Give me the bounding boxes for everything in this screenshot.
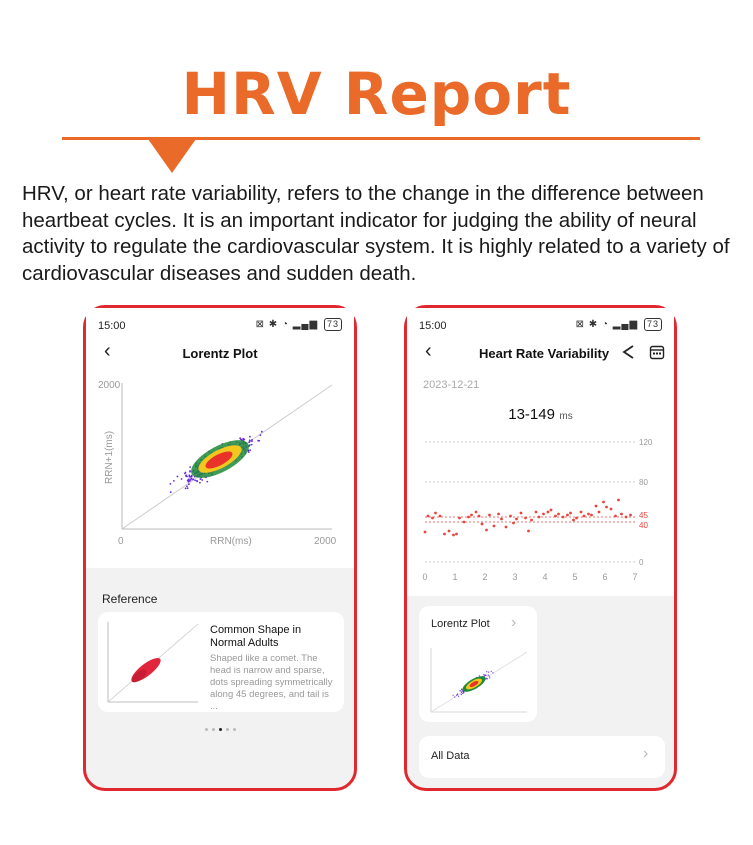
hrv-point (583, 515, 586, 518)
share-icon[interactable] (621, 344, 637, 360)
lorentz-dot (185, 474, 187, 476)
hrv-point (530, 519, 533, 522)
reference-card-desc: Shaped like a comet. The head is narrow and sparse, dots spreading symmetrically along 45 degrees, and tail is ... (210, 653, 333, 712)
lorentz-dot (181, 478, 183, 480)
x-tick-label: 2 (482, 572, 488, 582)
lorentz-thumb-dot (479, 675, 480, 676)
lorentz-thumb-dot (458, 696, 459, 697)
lorentz-dot (186, 485, 188, 487)
lorentz-thumb-dot (486, 671, 487, 672)
status-icons (576, 318, 662, 331)
hrv-point (427, 515, 430, 518)
hrv-point (493, 525, 496, 528)
hrv-point (478, 515, 481, 518)
lorentz-dot (261, 431, 263, 433)
reference-line-label: 0 (639, 558, 644, 567)
signal-icons: ⊠ ✱ ◔ ▂▄▆ (575, 319, 639, 330)
hrv-point (439, 515, 442, 518)
hrv-point (481, 523, 484, 526)
lorentz-thumb-dot (489, 677, 490, 678)
lorentz-dot (187, 487, 189, 489)
hrv-point (452, 534, 455, 537)
hrv-point (535, 511, 538, 514)
lorentz-dot (170, 483, 172, 485)
hrv-point (538, 516, 541, 519)
chevron-right-icon: › (643, 745, 649, 762)
reference-heading: Reference (102, 592, 158, 606)
battery-icon: 73 (324, 318, 342, 331)
lorentz-dot (258, 440, 260, 442)
chevron-right-icon: › (511, 614, 517, 631)
hrv-point (569, 512, 572, 515)
hrv-point (614, 515, 617, 518)
all-data-row[interactable] (419, 736, 665, 778)
hrv-point (463, 521, 466, 524)
lorentz-dot (185, 487, 187, 489)
status-time: 15:00 (419, 320, 447, 332)
hrv-point (500, 518, 503, 521)
lorentz-thumb-dot (492, 672, 493, 673)
left-phone-screenshot (83, 305, 357, 791)
plot-x-label: RRN(ms) (210, 536, 252, 547)
carousel-pager[interactable] (86, 718, 354, 736)
lorentz-dot (170, 491, 172, 493)
reference-card[interactable] (98, 612, 344, 712)
hrv-point (424, 531, 427, 534)
hrv-point (485, 529, 488, 532)
reference-line-label: 80 (639, 478, 648, 487)
lorentz-dot (188, 483, 190, 485)
report-date: 2023-12-21 (423, 379, 480, 391)
hrv-point (497, 513, 500, 516)
hrv-point (598, 511, 601, 514)
lorentz-plot (122, 383, 336, 533)
lorentz-dot (188, 478, 190, 480)
calendar-icon[interactable] (649, 344, 665, 360)
pointer-triangle (148, 139, 196, 173)
lorentz-dot (189, 471, 191, 473)
hrv-scatter-chart (417, 434, 673, 590)
page-title: HRV Report (181, 60, 572, 128)
lorentz-thumb-dot (461, 689, 462, 690)
hrv-point (557, 513, 560, 516)
lorentz-dot (251, 444, 253, 446)
hrv-point (524, 517, 527, 520)
lorentz-dot (177, 476, 179, 478)
hrv-point (527, 530, 530, 533)
reference-line-label: 45 (639, 511, 648, 520)
pager-dot[interactable] (219, 728, 222, 731)
x-tick-label: 6 (602, 572, 608, 582)
lorentz-dot (201, 479, 203, 481)
lorentz-dot (196, 480, 198, 482)
lorentz-dot (184, 473, 186, 475)
hrv-point (595, 505, 598, 508)
back-icon[interactable]: ‹ (425, 340, 432, 362)
x-tick-label: 7 (632, 572, 638, 582)
hrv-point (467, 516, 470, 519)
hrv-point (547, 511, 550, 514)
pager-dots (203, 718, 238, 735)
pager-dot[interactable] (205, 728, 208, 731)
x-tick-label: 0 (422, 572, 428, 582)
lorentz-dot (248, 441, 250, 443)
lorentz-dot (189, 466, 191, 468)
lorentz-thumb-dot (461, 692, 462, 693)
hrv-point (620, 513, 623, 516)
lorentz-thumb-dot (486, 678, 487, 679)
lorentz-thumb-dot (462, 693, 463, 694)
hrv-point (455, 533, 458, 536)
signal-icons: ⊠ ✱ ◔ ▂▄▆ (255, 319, 319, 330)
lorentz-dot (194, 480, 196, 482)
nav-title: Lorentz Plot (182, 346, 258, 361)
hrv-point (580, 511, 583, 514)
lorentz-dot (239, 437, 241, 439)
lorentz-dot (188, 481, 190, 483)
hrv-point (520, 512, 523, 515)
lorentz-dot (249, 436, 251, 438)
lorentz-dot (249, 449, 251, 451)
plot-x-min: 0 (118, 536, 124, 547)
hrv-point (515, 518, 518, 521)
lorentz-dot (190, 479, 192, 481)
lorentz-dot (249, 439, 251, 441)
plot-y-label: RRN+1(ms) (104, 430, 115, 484)
hrv-range-value: 13-149 (508, 406, 555, 423)
lorentz-thumb-dot (483, 674, 484, 675)
plot-y-max: 2000 (98, 380, 121, 391)
lorentz-thumb-dot (487, 678, 488, 679)
lorentz-dot (192, 478, 194, 480)
hrv-point (575, 517, 578, 520)
hrv-point (431, 517, 434, 520)
hrv-point (605, 506, 608, 509)
hrv-point (629, 514, 632, 517)
hrv-point (550, 509, 553, 512)
hrv-point (562, 516, 565, 519)
reference-line-label: 40 (639, 521, 648, 530)
lorentz-thumb-dot (488, 672, 489, 673)
hrv-point (509, 515, 512, 518)
hrv-point (572, 519, 575, 522)
hrv-point (625, 516, 628, 519)
hrv-point (610, 508, 613, 511)
lorentz-thumb-dot (484, 675, 485, 676)
description-text: HRV, or heart rate variability, refers to the change in the difference between heartbeat cycles. It is an important indicator for judging the ability of neural activity to regulate the cardiovascular system. It is highly related to a variety of cardiovascular diseases and sudden death. (22, 182, 730, 285)
plot-x-max: 2000 (314, 536, 337, 547)
hrv-point (554, 515, 557, 518)
lorentz-thumb-dot (489, 676, 490, 677)
lorentz-dot (191, 476, 193, 478)
lorentz-dot (206, 481, 208, 483)
hrv-point (475, 511, 478, 514)
lorentz-thumb-dot (488, 674, 489, 675)
x-tick-label: 3 (512, 572, 518, 582)
lorentz-thumbnail (429, 648, 529, 714)
lorentz-thumb-dot (491, 671, 492, 672)
x-tick-label: 5 (572, 572, 578, 582)
lorentz-thumb-dot (461, 694, 462, 695)
hrv-point (488, 514, 491, 517)
lorentz-dot (199, 482, 201, 484)
hrv-point (587, 513, 590, 516)
reference-thumbnail (106, 622, 200, 704)
pager-dot[interactable] (233, 728, 236, 731)
lorentz-thumb-dot (454, 696, 455, 697)
right-phone-screenshot (404, 305, 677, 791)
hrv-point (590, 514, 593, 517)
hrv-point (542, 513, 545, 516)
lorentz-thumb-dot (457, 694, 458, 695)
lorentz-thumb-dot (453, 695, 454, 696)
hrv-point (602, 501, 605, 504)
all-data-label: All Data (431, 750, 470, 762)
hrv-point (434, 512, 437, 515)
lorentz-dot (251, 440, 253, 442)
hrv-point (458, 517, 461, 520)
hrv-range (407, 406, 674, 424)
status-icons (256, 318, 342, 331)
hrv-point (566, 514, 569, 517)
x-tick-label: 1 (452, 572, 458, 582)
back-icon[interactable]: ‹ (104, 340, 111, 362)
hrv-point (448, 530, 451, 533)
status-time: 15:00 (98, 320, 126, 332)
lorentz-dot (260, 434, 262, 436)
hrv-point (617, 499, 620, 502)
lorentz-thumb-dot (463, 691, 464, 692)
battery-icon: 73 (644, 318, 662, 331)
hrv-point (505, 526, 508, 529)
x-tick-label: 4 (542, 572, 548, 582)
lorentz-plot-card[interactable] (419, 606, 537, 722)
hrv-range-unit: ms (559, 411, 573, 422)
reference-line-label: 120 (639, 438, 653, 447)
hrv-point (512, 522, 515, 525)
hrv-point (470, 514, 473, 517)
hrv-point (443, 533, 446, 536)
pager-dot[interactable] (226, 728, 229, 731)
lorentz-thumb-dot (460, 690, 461, 691)
lorentz-dot (242, 438, 244, 440)
reference-card-title: Common Shape in Normal Adults (210, 624, 302, 649)
lorentz-card-title: Lorentz Plot (431, 618, 490, 630)
nav-title: Heart Rate Variability (479, 346, 610, 361)
pager-dot[interactable] (212, 728, 215, 731)
lorentz-dot (173, 480, 175, 482)
